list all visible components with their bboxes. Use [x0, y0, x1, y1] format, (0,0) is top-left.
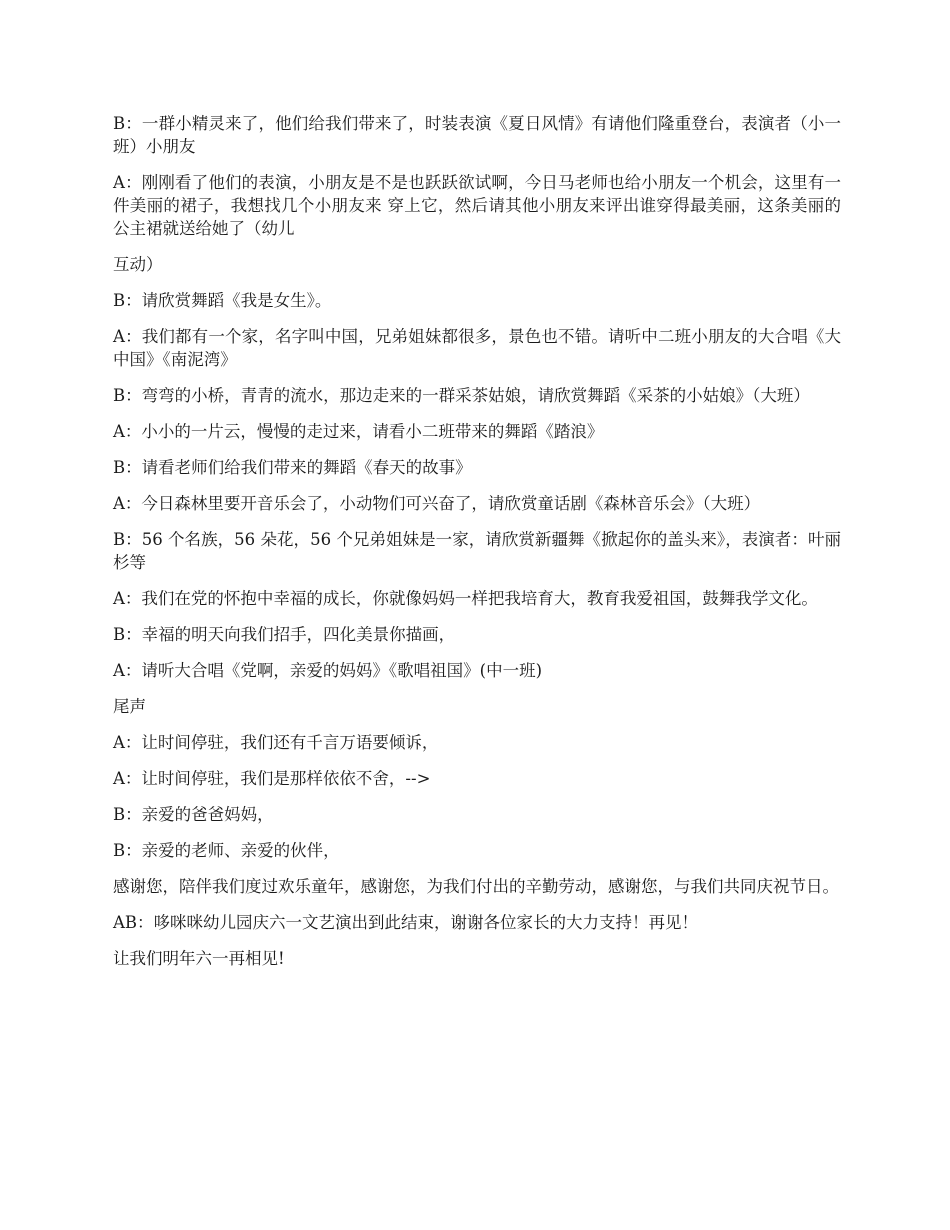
paragraph: B：幸福的明天向我们招手，四化美景你描画， — [113, 625, 456, 644]
paragraph: A：让时间停驻，我们还有千言万语要倾诉， — [113, 733, 439, 752]
paragraph: 感谢您，陪伴我们度过欢乐童年，感谢您，为我们付出的辛勤劳动，感谢您，与我们共同庆祝节日。 — [113, 877, 839, 896]
paragraph: A：小小的一片云，慢慢的走过来，请看小二班带来的舞蹈《踏浪》 — [113, 422, 604, 441]
paragraph: A：我们在党的怀抱中幸福的成长，你就像妈妈一样把我培育大，教育我爱祖国，鼓舞我学文化。 — [113, 589, 818, 608]
paragraph: B：亲爱的爸爸妈妈， — [113, 805, 274, 824]
paragraph: A：今日森林里要开音乐会了，小动物们可兴奋了，请欣赏童话剧《森林音乐会》（大班） — [113, 494, 761, 513]
paragraph: B：弯弯的小桥，青青的流水，那边走来的一群采茶姑娘，请欣赏舞蹈《采茶的小姑娘》（大班） — [113, 386, 810, 405]
paragraph: B：请看老师们给我们带来的舞蹈《春天的故事》 — [113, 458, 472, 477]
paragraph: A：让时间停驻，我们是那样依依不舍，--> — [113, 769, 431, 788]
paragraph: B：一群小精灵来了，他们给我们带来了，时装表演《夏日风情》有请他们隆重登台，表演者（小一班）小朋友 — [113, 114, 841, 156]
paragraph: AB：哆咪咪幼儿园庆六一文艺演出到此结束，谢谢各位家长的大力支持！再见！ — [113, 913, 699, 932]
document-body — [113, 112, 841, 983]
paragraph: 让我们明年六一再相见! — [113, 949, 285, 968]
paragraph: A：请听大合唱《党啊，亲爱的妈妈》《歌唱祖国》(中一班) — [113, 661, 543, 680]
paragraph: A：我们都有一个家，名字叫中国，兄弟姐妹都很多，景色也不错。请听中二班小朋友的大合唱《大中国》《南泥湾》 — [113, 327, 841, 369]
paragraph: B：56 个名族，56 朵花，56 个兄弟姐妹是一家，请欣赏新疆舞《掀起你的盖头来》，表演者：叶丽杉等 — [113, 530, 841, 572]
paragraph: 互动） — [113, 255, 163, 274]
paragraph: B：亲爱的老师、亲爱的伙伴， — [113, 841, 340, 860]
paragraph: A：刚刚看了他们的表演，小朋友是不是也跃跃欲试啊，今日马老师也给小朋友一个机会，这里有一件美丽的裙子，我想找几个小朋友来 穿上它，然后请其他小朋友来评出谁穿得最美丽，这条美丽的公主裙就送给她了（幼儿 — [113, 173, 841, 238]
section-heading: 尾声 — [113, 697, 146, 716]
paragraph: B：请欣赏舞蹈《我是女生》。 — [113, 291, 332, 310]
